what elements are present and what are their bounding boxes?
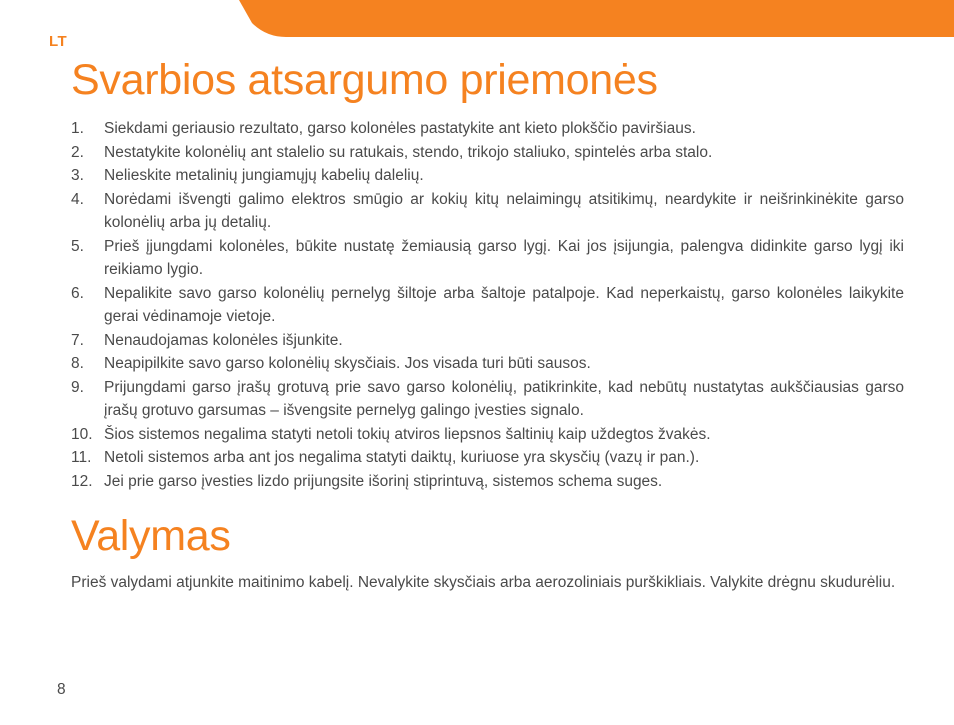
list-item-text: Neapipilkite savo garso kolonėlių skysčiais. Jos visada turi būti sausos. xyxy=(104,355,591,372)
list-item-number: 2. xyxy=(71,143,84,161)
list-item-text: Netoli sistemos arba ant jos negalima statyti daiktų, kuriuose yra skysčių (vazų ir pan.). xyxy=(104,449,700,466)
precautions-heading: Svarbios atsargumo priemonės xyxy=(71,56,658,104)
list-item xyxy=(71,329,904,353)
list-item-number: 4. xyxy=(71,190,84,208)
list-item-number: 5. xyxy=(71,237,84,255)
list-item-text: Nestatykite kolonėlių ant stalelio su ratukais, stendo, trikojo staliuko, spintelės arba stalo. xyxy=(104,143,713,161)
list-item xyxy=(71,141,904,165)
list-item-number: 6. xyxy=(71,284,84,302)
list-item xyxy=(71,446,904,470)
list-item xyxy=(71,470,904,494)
list-item-text: Šios sistemos negalima statyti netoli tokių atviros liepsnos šaltinių kaip uždegtos žvakės. xyxy=(104,425,711,443)
list-item-number: 8. xyxy=(71,355,84,372)
list-item-number: 10. xyxy=(71,425,93,443)
list-item xyxy=(71,164,904,188)
list-item-text: Nenaudojamas kolonėles išjunkite. xyxy=(104,331,343,349)
list-item-text: Norėdami išvengti galimo elektros smūgio ar kokių kitų nelaimingų atsitikimų, neardykite ir neišrinkinėkite garso kolonėlių arba jų detalių. xyxy=(104,190,904,231)
page-number: 8 xyxy=(57,681,66,698)
list-item-text: Siekdami geriausio rezultato, garso kolonėles pastatykite ant kieto plokščio paviršiaus. xyxy=(104,120,696,137)
precautions-list xyxy=(71,117,904,493)
header-accent-band xyxy=(0,0,954,37)
list-item-text: Prijungdami garso įrašų grotuvą prie savo garso kolonėlių, patikrinkite, kad nebūtų nustatytas aukščiausias garso įrašų grotuvo garsumas – išvengsite pernelyg galingo įvesties signalo. xyxy=(104,378,904,419)
list-item xyxy=(71,352,904,376)
list-item xyxy=(71,282,904,329)
list-item-number: 1. xyxy=(71,120,84,137)
list-item xyxy=(71,376,904,423)
header-accent-shape xyxy=(239,0,954,37)
list-item-text: Prieš įjungdami kolonėles, būkite nustatę žemiausią garso lygį. Kai jos įsijungia, palengva didinkite garso lygį iki reikiamo lygio. xyxy=(104,237,904,278)
cleaning-heading: Valymas xyxy=(71,512,231,560)
list-item-number: 11. xyxy=(71,449,92,466)
list-item xyxy=(71,235,904,282)
list-item-text: Nepalikite savo garso kolonėlių pernelyg šiltoje arba šaltoje patalpoje. Kad neperkaistų, garso kolonėles laikykite gerai vėdinamoje vietoje. xyxy=(104,284,904,325)
list-item-text: Nelieskite metalinių jungiamųjų kabelių dalelių. xyxy=(104,167,424,184)
list-item-number: 9. xyxy=(71,378,84,396)
list-item-number: 12. xyxy=(71,472,93,490)
list-item xyxy=(71,423,904,447)
list-item-number: 3. xyxy=(71,167,84,184)
cleaning-text: Prieš valydami atjunkite maitinimo kabelį. Nevalykite skysčiais arba aerozoliniais purškikliais. Valykite drėgnu skudurėliu. xyxy=(71,574,896,591)
list-item xyxy=(71,188,904,235)
list-item-text: Jei prie garso įvesties lizdo prijungsite išorinį stiprintuvą, sistemos schema suges. xyxy=(104,472,663,490)
list-item xyxy=(71,117,904,141)
language-code: LT xyxy=(49,33,68,50)
list-item-number: 7. xyxy=(71,331,84,349)
